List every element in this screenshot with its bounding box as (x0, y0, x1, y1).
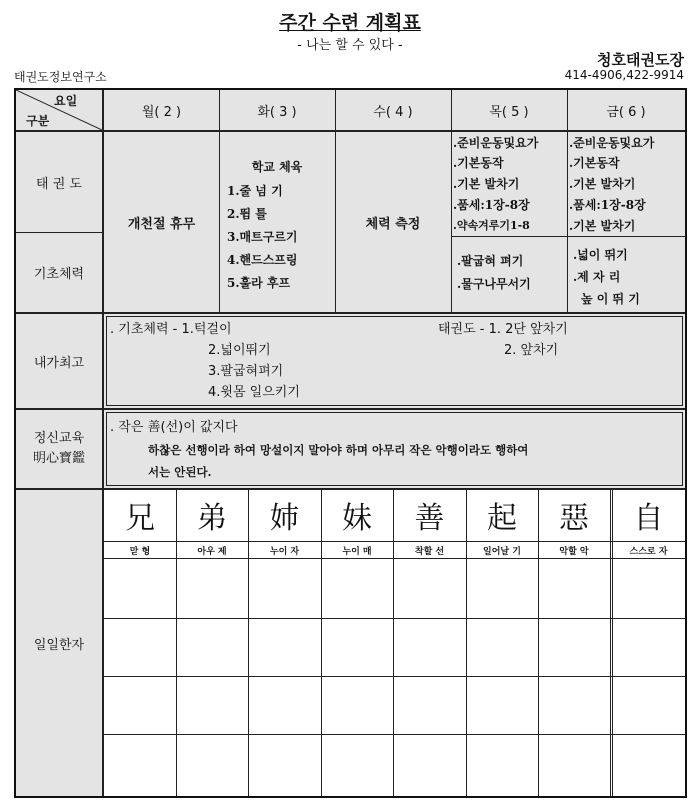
institute-name: 태권도정보연구소 (14, 70, 107, 84)
thu-tkd-item: .기본동작 (453, 156, 504, 170)
hanja-meaning: 누이 매 (342, 546, 372, 557)
hanja-meaning: 스스로 자 (629, 546, 668, 557)
row-label-mind-2: 明心寶鑑 (32, 451, 85, 466)
mind-inner-border (106, 412, 683, 486)
day-wed: 수( 4 ) (373, 104, 413, 120)
grid-line (335, 90, 336, 312)
fri-taekwondo (567, 132, 685, 236)
mind-body-line: 서는 안된다. (148, 465, 212, 479)
fri-fitness (567, 238, 685, 312)
thu-tkd-item: .준비운동및요가 (453, 136, 539, 150)
row-label-hanja: 일일한자 (33, 637, 85, 653)
wed-fitness-test: 체력 측정 (365, 216, 421, 232)
grid-line (321, 490, 322, 796)
corner-category-label: 구분 (26, 114, 50, 128)
tue-item: 1.줄 넘 기 (227, 184, 283, 198)
home-fitness-lead: . 기초체력 - 1.턱걸이 (110, 322, 232, 337)
fri-tkd-item: .기본 발차기 (569, 219, 636, 233)
thu-tkd-item: .약속겨루기1-8 (453, 219, 530, 232)
corner-day-label: 요일 (54, 94, 78, 108)
grid-line (219, 90, 220, 312)
page-subtitle: - 나는 할 수 있다 - (297, 38, 403, 53)
phone-number: 414-4906,422-9914 (564, 68, 684, 82)
home-fitness-item: 4.윗몸 일으키기 (208, 385, 300, 400)
tue-item: 3.매트구르기 (227, 230, 298, 244)
row-label-fitness: 기초체력 (33, 266, 85, 282)
row-label-taekwondo: 태 권 도 (36, 176, 82, 192)
fri-fit-item: 높 이 뛰 기 (581, 292, 640, 306)
mind-body-line: 하찮은 선행이라 하여 망설이지 말아야 하며 아무리 작은 악행이라도 행하여 (148, 443, 529, 457)
hanja-meaning: 누이 자 (269, 546, 300, 557)
hanja-char: 惡 (559, 501, 589, 536)
thu-fitness (451, 238, 567, 312)
row-label-mind-1: 정신교육 (33, 431, 85, 446)
corner-cell (16, 90, 102, 130)
fri-tkd-item: .품세:1장-8장 (569, 198, 646, 212)
fri-tkd-item: .준비운동및요가 (569, 136, 655, 150)
grid-line (451, 90, 452, 312)
grid-line (16, 312, 685, 314)
grid-line (16, 130, 685, 132)
schedule-table (14, 88, 687, 798)
home-fitness-item: 2.넓이뛰기 (208, 343, 271, 358)
grid-line (104, 541, 685, 542)
grid-line (451, 236, 685, 237)
day-fri: 금( 6 ) (606, 104, 646, 120)
hanja-char: 姉 (269, 501, 300, 536)
grid-line (16, 232, 104, 233)
hanja-char: 兄 (125, 501, 155, 536)
thu-tkd-item: .품세:1장-8장 (453, 198, 530, 212)
thu-tkd-item: .기본 발차기 (453, 177, 520, 191)
hanja-meaning: 악할 악 (559, 546, 589, 557)
grid-line (393, 490, 394, 796)
home-fitness-item: 3.팔굽혀펴기 (208, 364, 284, 379)
fri-tkd-item: .기본동작 (569, 156, 620, 170)
hanja-meaning: 맏 형 (129, 546, 151, 557)
fri-fit-item: .넓이 뛰기 (573, 248, 628, 262)
mon-holiday: 개천절 휴무 (127, 216, 196, 232)
mind-lead: . 작은 善(선)이 값지다 (110, 420, 238, 435)
grid-line (610, 490, 611, 796)
day-thu: 목( 5 ) (489, 104, 529, 120)
dojo-name: 청호태권도장 (597, 51, 684, 69)
grid-line (16, 408, 685, 410)
grid-line (16, 488, 685, 490)
fri-tkd-item: .기본 발차기 (569, 177, 636, 191)
grid-line (538, 490, 539, 796)
grid-line (248, 490, 249, 796)
thu-fit-item: .물구나무서기 (457, 277, 531, 291)
hanja-meaning: 착할 선 (414, 546, 445, 557)
tue-item: 2.뜀 틀 (227, 207, 267, 221)
home-tkd-item: 2. 앞차기 (504, 343, 559, 358)
page-title: 주간 수련 계획표 (279, 12, 421, 34)
thu-fit-item: .팔굽혀 펴기 (457, 254, 524, 268)
grid-line (104, 734, 685, 735)
grid-line (102, 90, 104, 796)
grid-line (612, 490, 613, 796)
tue-heading: 학교 체육 (251, 160, 303, 174)
hanja-char: 善 (414, 501, 445, 536)
tue-item: 4.핸드스프링 (227, 253, 298, 267)
grid-line (104, 618, 685, 619)
hanja-meaning: 아우 제 (197, 546, 227, 557)
grid-line (104, 676, 685, 677)
tue-item: 5.훌라 후프 (227, 276, 291, 290)
row-label-mind (16, 410, 102, 488)
day-tue: 화( 3 ) (257, 104, 297, 120)
hanja-char: 妹 (342, 501, 372, 536)
home-tkd-lead: 태권도 - 1. 2단 앞차기 (438, 322, 568, 337)
hanja-meaning: 일어날 기 (483, 546, 521, 557)
grid-line (176, 490, 177, 796)
grid-line (567, 90, 568, 312)
grid-line (104, 558, 685, 559)
hanja-char: 弟 (197, 501, 227, 536)
thu-taekwondo (451, 132, 567, 236)
tue-school-pe (219, 132, 335, 312)
home-inner-border (106, 316, 683, 406)
hanja-char: 自 (633, 501, 664, 536)
hanja-char: 起 (487, 501, 517, 536)
row-label-home: 내가최고 (33, 355, 85, 371)
fri-fit-item: .제 자 리 (573, 270, 621, 284)
grid-line (466, 490, 467, 796)
day-mon: 월( 2 ) (141, 104, 182, 120)
